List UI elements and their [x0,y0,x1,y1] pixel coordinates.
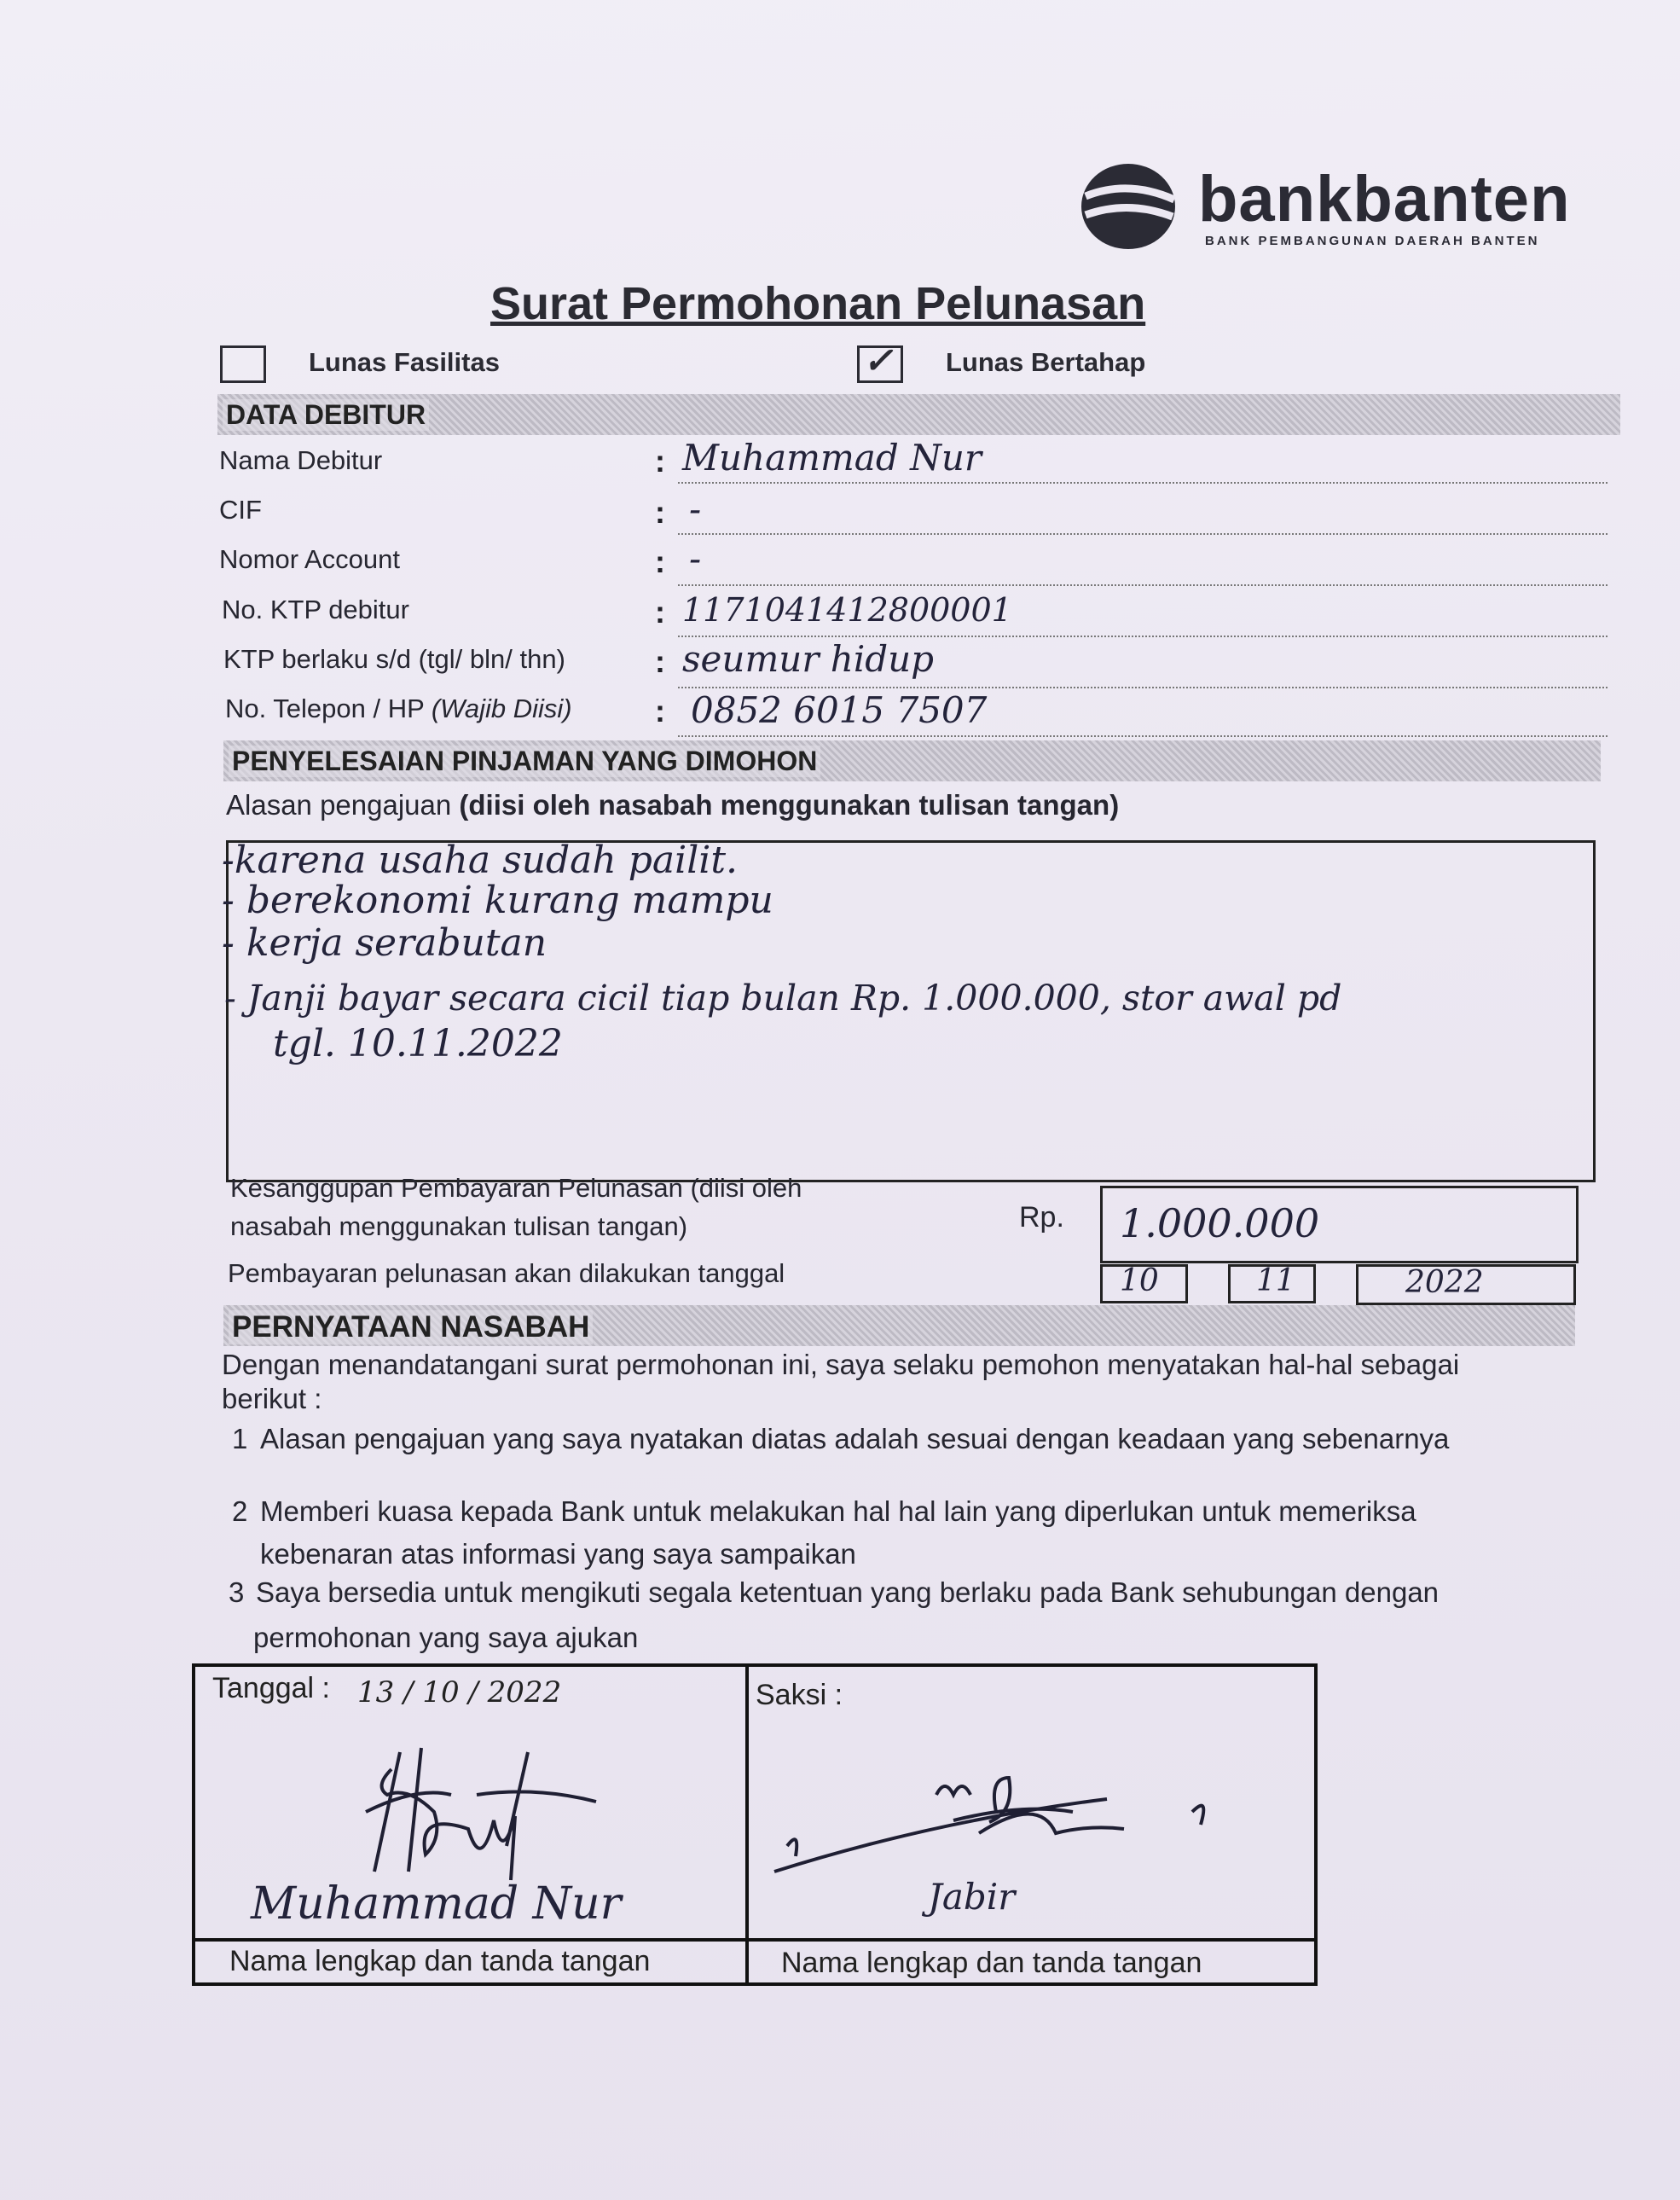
field-label-ktp-berlaku: KTP berlaku s/d (tgl/ bln/ thn) [223,644,565,674]
field-label-cif: CIF [219,495,262,525]
option-label: Lunas Bertahap [946,347,1146,378]
currency-label: Rp. [1019,1201,1064,1234]
checkmark-icon: ✓ [863,340,894,381]
bank-tagline: BANK PEMBANGUNAN DAERAH BANTEN [1205,234,1540,248]
reason-line: - berekonomi kurang mampu [222,879,773,922]
section-pernyataan [223,1305,1575,1346]
field-value-account[interactable]: - [689,537,702,579]
option-lunas-bertahap[interactable] [857,340,1146,383]
statement-number: 3 [229,1576,245,1608]
signature-date-value: 13 / 10 / 2022 [357,1675,562,1709]
section-heading: PERNYATAAN NASABAH [229,1310,593,1344]
statement-intro: Dengan menandatangani surat permohonan ini, saya selaku pemohon menyatakan hal-hal sebagai [222,1349,1460,1380]
amount-value: 1.000.000 [1120,1200,1320,1246]
statement-item: Alasan pengajuan yang saya nyatakan diatas adalah sesuai dengan keadaan yang sebenarnya [260,1423,1450,1454]
payment-year: 2022 [1405,1265,1484,1300]
witness-label: Saksi : [756,1679,843,1711]
statement-intro: berikut : [222,1383,322,1414]
signature-table [192,1663,1318,1986]
field-value-ktp[interactable]: 1171041412800001 [682,591,1012,629]
field-line [678,636,1608,637]
field-line [678,735,1608,737]
checkbox-lunas-bertahap[interactable] [857,340,903,383]
field-value-cif[interactable]: - [689,488,702,530]
field-label-nama: Nama Debitur [219,445,383,475]
reason-line: tgl. 10.11.2022 [273,1022,563,1065]
colon: : [655,595,665,630]
capacity-label: Kesanggupan Pembayaran Pelunasan (diisi oleh [230,1173,802,1203]
reason-line: -karena usaha sudah pailit. [222,839,739,882]
field-value-ktp-berlaku[interactable]: seumur hidup [682,638,935,680]
payment-day-field[interactable] [1100,1264,1188,1303]
field-label-ktp: No. KTP debitur [222,595,409,624]
checkbox-lunas-fasilitas[interactable] [220,345,266,383]
section-heading: DATA DEBITUR [223,399,429,431]
section-data-debitur [217,394,1620,435]
field-line [678,482,1608,484]
colon: : [655,444,665,479]
option-lunas-fasilitas[interactable] [220,345,500,383]
reason-textarea[interactable] [222,839,1596,1182]
payment-month-field[interactable] [1228,1264,1316,1303]
payment-month: 11 [1256,1263,1295,1298]
field-line [678,687,1608,688]
witness-name: Jabir [928,1876,1016,1918]
field-value-nama[interactable]: Muhammad Nur [682,437,982,479]
section-heading: PENYELESAIAN PINJAMAN YANG DIMOHON [229,746,820,777]
bank-wordmark: bankbanten [1198,163,1571,235]
signature-caption: Nama lengkap dan tanda tangan [229,1945,651,1977]
bank-logo-mark-icon [1079,162,1177,252]
section-penyelesaian [223,740,1601,781]
statement-item: Memberi kuasa kepada Bank untuk melakukan hal hal lain yang diperlukan untuk memeriksa [260,1495,1416,1527]
colon: : [655,544,665,579]
amount-field[interactable] [1100,1186,1579,1263]
field-line [678,584,1608,586]
field-label-account: Nomor Account [219,544,400,574]
reason-line: - kerja serabutan [222,921,547,965]
colon: : [655,694,665,728]
signature-date-label: Tanggal : [212,1672,330,1704]
option-label: Lunas Fasilitas [309,347,500,378]
page-title: Surat Permohonan Pelunasan [490,278,1146,329]
field-value-telepon[interactable]: 0852 6015 7507 [691,689,988,731]
colon: : [655,495,665,530]
payment-day: 10 [1120,1263,1159,1298]
signature-caption: Nama lengkap dan tanda tangan [781,1947,1202,1979]
applicant-signature-icon [340,1735,613,1889]
payment-year-field[interactable] [1356,1264,1576,1305]
reason-label: Alasan pengajuan (diisi oleh nasabah menggunakan tulisan tangan) [226,789,1120,821]
capacity-label: nasabah menggunakan tulisan tangan) [230,1211,688,1241]
statement-number: 1 [232,1423,248,1454]
applicant-signature-cell[interactable] [195,1667,745,1982]
colon: : [655,644,665,679]
bank-logo [1079,162,1659,256]
witness-signature-cell[interactable] [749,1667,1314,1982]
payment-date-label: Pembayaran pelunasan akan dilakukan tanggal [228,1258,785,1288]
field-label-telepon: No. Telepon / HP (Wajib Diisi) [225,694,572,723]
reason-line: - Janji bayar secara cicil tiap bulan Rp. 1.000.000, stor awal pd [224,978,1342,1019]
applicant-name: Muhammad Nur [251,1878,622,1930]
field-line [678,533,1608,535]
statement-item-cont: permohonan yang saya ajukan [253,1622,639,1653]
statement-number: 2 [232,1495,248,1527]
statement-item: Saya bersedia untuk mengikuti segala ketentuan yang berlaku pada Bank sehubungan dengan [256,1576,1440,1608]
statement-item-cont: kebenaran atas informasi yang saya sampaikan [260,1538,856,1570]
